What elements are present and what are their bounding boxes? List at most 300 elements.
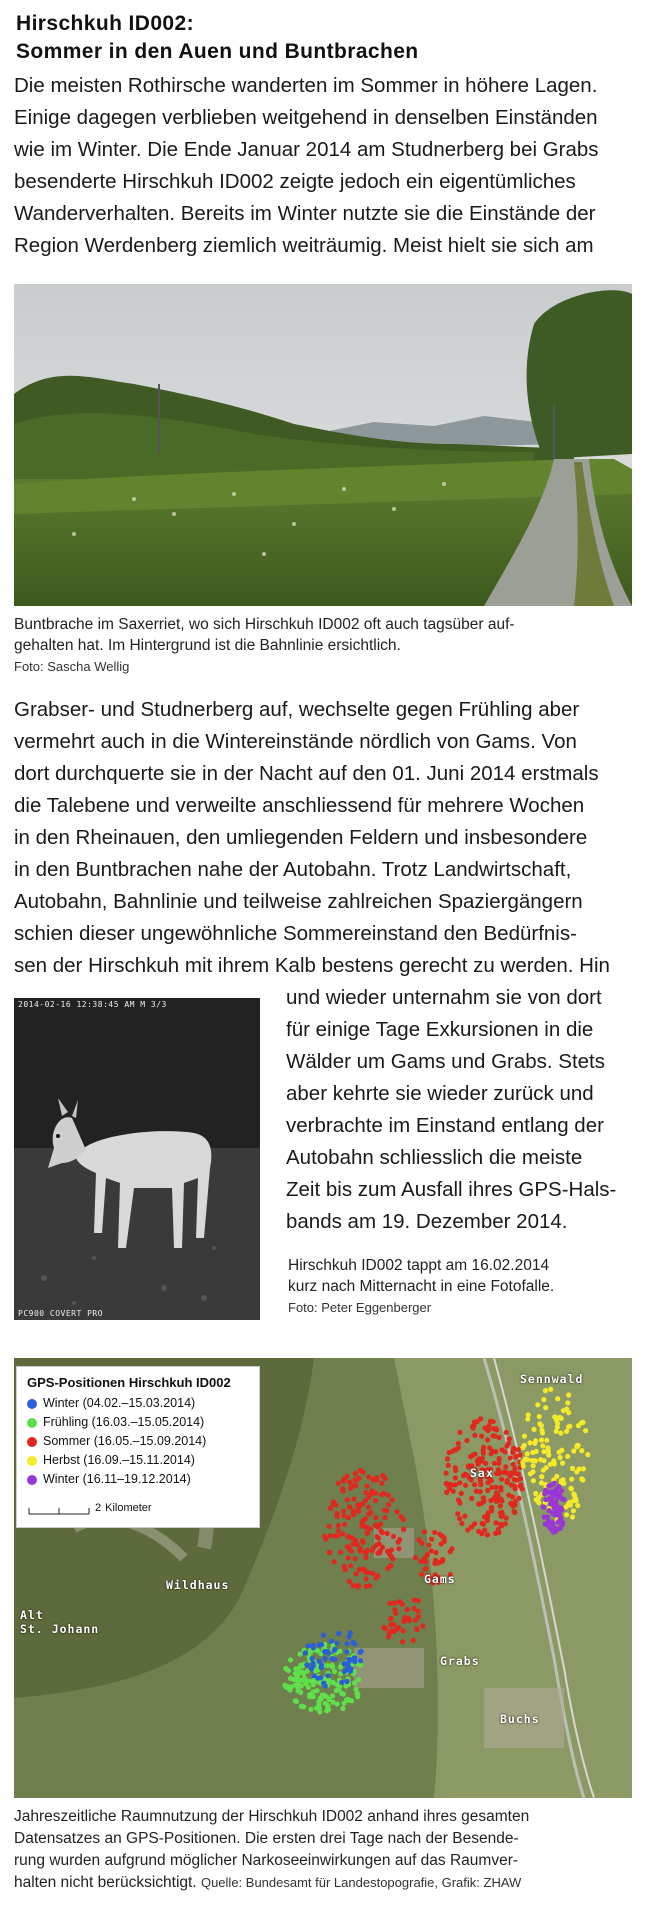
gps-point [390,1556,395,1561]
gps-point [493,1531,498,1536]
gps-point [353,1687,358,1692]
gps-point [346,1515,351,1520]
gps-point [357,1548,362,1553]
gps-point [332,1559,337,1564]
gps-point [544,1438,549,1443]
gps-point [445,1456,450,1461]
gps-point [411,1638,416,1643]
gps-point [346,1534,351,1539]
gps-point [564,1429,569,1434]
gps-point [360,1538,365,1543]
gps-point [564,1407,569,1412]
gps-point [465,1527,470,1532]
photo-buntbrache [14,284,632,606]
gps-point [347,1634,352,1639]
gps-point [378,1521,383,1526]
gps-point [510,1450,515,1455]
legend-dot-icon [27,1475,37,1485]
gps-point [566,1392,571,1397]
gps-point [475,1458,480,1463]
gps-point [304,1662,309,1667]
gps-point [341,1513,346,1518]
gps-point [379,1481,384,1486]
photo-fotofalle [14,998,260,1320]
gps-point [481,1495,486,1500]
legend-label: Winter (04.02.–15.03.2014) [43,1396,196,1410]
intro-line: Einige dagegen verblieben weitgehend in denselben Einständen [14,106,598,129]
gps-point [554,1429,559,1434]
gps-point [374,1534,379,1539]
gps-point [472,1521,477,1526]
legend-dot-icon [27,1437,37,1447]
gps-point [555,1491,560,1496]
gps-point [401,1527,406,1532]
gps-point [571,1448,576,1453]
gps-point [580,1477,585,1482]
gps-point [382,1515,387,1520]
gps-point [341,1661,346,1666]
gps-point [348,1666,353,1671]
gps-point [325,1663,330,1668]
gps-point [391,1534,396,1539]
gps-point [356,1677,361,1682]
gps-point [374,1543,379,1548]
caption-last: halten nicht berücksichtigt. [14,1874,197,1891]
side-line: verbrachte im Einstand entlang der [286,1114,604,1137]
gps-point [488,1419,493,1424]
legend-item-sommer [27,1432,249,1451]
gps-point [579,1448,584,1453]
gps-point [522,1434,527,1439]
gps-point [557,1415,562,1420]
gps-point [451,1489,456,1494]
gps-point [480,1521,485,1526]
gps-point [525,1416,530,1421]
gps-point [310,1656,315,1661]
gps-point [543,1388,548,1393]
gps-point [388,1616,393,1621]
gps-point [456,1445,461,1450]
gps-point [558,1431,563,1436]
gps-point [553,1529,558,1534]
gps-point [310,1679,315,1684]
gps-point [525,1451,530,1456]
gps-point [310,1693,315,1698]
gps-point [523,1456,528,1461]
gps-point [339,1680,344,1685]
gps-point [386,1493,391,1498]
gps-point [347,1579,352,1584]
gps-point [574,1498,579,1503]
gps-point [342,1564,347,1569]
gps-point [482,1528,487,1533]
gps-point [481,1451,486,1456]
gps-point [547,1496,552,1501]
gps-point [338,1550,343,1555]
gps-point [490,1433,495,1438]
gps-point [347,1547,352,1552]
gps-point [391,1622,396,1627]
gps-point [344,1649,349,1654]
gps-point [352,1556,357,1561]
gps-point [518,1483,523,1488]
gps-point [470,1424,475,1429]
gps-point [370,1571,375,1576]
gps-point [356,1584,361,1589]
gps-point [358,1468,363,1473]
gps-point [379,1492,384,1497]
gps-point [395,1509,400,1514]
gps-point [306,1679,311,1684]
gps-point [392,1600,397,1605]
gps-point [532,1441,537,1446]
gps-point [537,1421,542,1426]
gps-point [555,1396,560,1401]
caption-line: gehalten hat. Im Hintergrund ist die Bahnlinie ersichtlich. [14,637,401,654]
gps-point [416,1614,421,1619]
gps-point [380,1530,385,1535]
gps-point [298,1690,303,1695]
legend-item-winter-2 [27,1470,249,1489]
gps-point [556,1484,561,1489]
gps-point [363,1490,368,1495]
gps-point [350,1510,355,1515]
gps-point [344,1641,349,1646]
intro-line: Die meisten Rothirsche wanderten im Sommer in höhere Lagen. [14,74,598,97]
gps-point [560,1496,565,1501]
gps-point [566,1501,571,1506]
gps-point [463,1483,468,1488]
side-line: Wälder um Gams und Grabs. Stets [286,1050,606,1073]
caption-line: Datensatzes an GPS-Positionen. Die ersten drei Tage nach der Besende- [14,1830,519,1847]
gps-point [336,1523,341,1528]
side-line: und wieder unternahm sie von dort [286,986,602,1009]
gps-point [442,1535,447,1540]
gps-point [539,1437,544,1442]
gps-point [533,1458,538,1463]
gps-point [358,1658,363,1663]
gps-point [485,1488,490,1493]
gps-point [491,1426,496,1431]
gps-point [448,1549,453,1554]
gps-point [493,1485,498,1490]
gps-point [366,1474,371,1479]
gps-point [405,1607,410,1612]
gps-point [347,1504,352,1509]
photo-credit: Foto: Peter Eggenberger [288,1300,432,1315]
legend-dot-icon [27,1399,37,1409]
gps-point [315,1688,320,1693]
legend-label: Frühling (16.03.–15.05.2014) [43,1415,205,1429]
gps-point [356,1505,361,1510]
gps-point [517,1452,522,1457]
gps-point [504,1515,509,1520]
gps-point [347,1479,352,1484]
gps-point [407,1618,412,1623]
gps-point [366,1511,371,1516]
gps-point [335,1514,340,1519]
gps-point [332,1657,337,1662]
gps-point [499,1477,504,1482]
gps-point [373,1515,378,1520]
gps-point [389,1547,394,1552]
gps-point [542,1514,547,1519]
gps-point [382,1508,387,1513]
gps-point [365,1531,370,1536]
gps-point [564,1512,569,1517]
gps-point [513,1486,518,1491]
gps-point [316,1702,321,1707]
gps-point [570,1466,575,1471]
gps-point [485,1437,490,1442]
gps-point [531,1427,536,1432]
body-line: in den Buntbrachen nahe der Autobahn. Trotz Landwirtschaft, [14,858,572,881]
gps-point [345,1497,350,1502]
gps-point [363,1555,368,1560]
gps-point [558,1455,563,1460]
gps-point [283,1666,288,1671]
body-line: schien dieser ungewöhnliche Sommereinstand den Bedürfnis- [14,922,577,945]
gps-point [457,1500,462,1505]
gps-point [392,1629,397,1634]
gps-point [306,1643,311,1648]
map-label-wildhaus: Wildhaus [166,1578,230,1592]
photo2-caption [288,1255,632,1318]
scale-unit: Kilometer [105,1502,152,1514]
map-label-grabs: Grabs [440,1654,480,1668]
gps-point [512,1510,517,1515]
gps-point [341,1479,346,1484]
gps-point [293,1671,298,1676]
map-source: Quelle: Bundesamt für Landestopografie, Grafik: ZHAW [200,1875,522,1890]
gps-point [329,1639,334,1644]
trap-timestamp: 2014-02-16 12:38:45 AM M 3/3 [18,1000,167,1009]
gps-point [323,1701,328,1706]
gps-point [363,1516,368,1521]
body-line: sen der Hirschkuh mit ihrem Kalb bestens gerecht zu werden. Hin [14,954,610,977]
gps-point [397,1537,402,1542]
gps-point [457,1480,462,1485]
gps-point [457,1430,462,1435]
gps-point [312,1673,317,1678]
gps-point [322,1534,327,1539]
gps-point [455,1511,460,1516]
gps-point [528,1471,533,1476]
gps-point [545,1445,550,1450]
map-label-sax: Sax [470,1466,494,1480]
caption-line: kurz nach Mitternacht in eine Fotofalle. [288,1278,555,1295]
gps-point [344,1679,349,1684]
body-line: Autobahn, Bahnlinie und teilweise zahlreichen Spaziergängern [14,890,583,913]
gps-point [344,1697,349,1702]
intro-paragraph [14,70,632,262]
gps-point [536,1500,541,1505]
scale-tick: 2 [95,1502,102,1514]
gps-point [507,1436,512,1441]
gps-point [433,1550,438,1555]
gps-point [513,1499,518,1504]
gps-point [358,1650,363,1655]
gps-point [333,1503,338,1508]
gps-point [537,1414,542,1419]
gps-point [575,1503,580,1508]
gps-point [531,1463,536,1468]
gps-point [498,1485,503,1490]
gps-point [516,1447,521,1452]
gps-point [322,1656,327,1661]
gps-point [565,1400,570,1405]
intro-line: Region Werdenberg ziemlich weiträumig. Meist hielt sie sich am [14,234,594,257]
gps-point [340,1706,345,1711]
gps-point [577,1466,582,1471]
gps-point [352,1642,357,1647]
gps-point [429,1548,434,1553]
gps-point [510,1494,515,1499]
gps-point [508,1455,513,1460]
caption-line [14,1872,632,1894]
gps-point [535,1402,540,1407]
gps-point [326,1673,331,1678]
side-line: bands am 19. Dezember 2014. [286,1210,568,1233]
gps-point [294,1699,299,1704]
gps-point [348,1486,353,1491]
gps-point [555,1421,560,1426]
gps-point [432,1530,437,1535]
gps-point [478,1416,483,1421]
gps-point [539,1474,544,1479]
gps-point [551,1458,556,1463]
gps-point [306,1685,311,1690]
gps-point [554,1474,559,1479]
gps-point [509,1482,514,1487]
gps-point [367,1583,372,1588]
legend-item-herbst [27,1451,249,1470]
legend-label: Winter (16.11–19.12.2014) [43,1472,191,1486]
intro-line: wie im Winter. Die Ende Januar 2014 am Studnerberg bei Grabs [14,138,599,161]
gps-point [533,1491,538,1496]
gps-point [489,1451,494,1456]
gps-point [583,1428,588,1433]
gps-point [527,1440,532,1445]
gps-point [544,1465,549,1470]
gps-point [566,1424,571,1429]
gps-point [489,1505,494,1510]
gps-point [359,1524,364,1529]
map-label-alt-st-johann: Alt St. Johann [20,1608,100,1636]
gps-point [485,1532,490,1537]
gps-point [288,1676,293,1681]
gps-point [346,1555,351,1560]
scale-bar-icon [27,1502,91,1518]
gps-point [365,1548,370,1553]
gps-point [446,1463,451,1468]
side-line: Zeit bis zum Ausfall ihres GPS-Hals- [286,1178,617,1201]
gps-point [348,1563,353,1568]
gps-point [328,1533,333,1538]
photo-credit: Foto: Sascha Wellig [14,659,130,674]
gps-point [415,1627,420,1632]
gps-point [516,1471,521,1476]
gps-point [498,1503,503,1508]
gps-point [309,1666,314,1671]
caption-line: Buntbrache im Saxerriet, wo sich Hirschkuh ID002 oft auch tagsüber auf- [14,616,515,633]
gps-point [580,1420,585,1425]
gps-point [479,1501,484,1506]
body-line: in den Rheinauen, den umliegenden Feldern und insbesondere [14,826,588,849]
gps-point [472,1433,477,1438]
gps-point [333,1533,338,1538]
gps-point [541,1505,546,1510]
body-line: dort durchquerte sie in der Nacht auf den 01. Juni 2014 erstmals [14,762,599,785]
map-legend [16,1366,260,1528]
gps-point [334,1682,339,1687]
gps-point [457,1516,462,1521]
legend-item-fruehling [27,1413,249,1432]
gps-point [444,1471,449,1476]
gps-point [429,1537,434,1542]
gps-point [413,1555,418,1560]
gps-point [503,1464,508,1469]
gps-point [488,1498,493,1503]
gps-point [493,1449,498,1454]
gps-point [569,1477,574,1482]
gps-point [554,1503,559,1508]
gps-point [552,1414,557,1419]
gps-point [426,1543,431,1548]
gps-point [335,1701,340,1706]
gps-point [383,1626,388,1631]
gps-point [330,1693,335,1698]
gps-point [321,1633,326,1638]
gps-point [293,1666,298,1671]
gps-point [366,1495,371,1500]
gps-point [390,1497,395,1502]
gps-point [571,1508,576,1513]
gps-point [422,1529,427,1534]
gps-point [370,1548,375,1553]
gps-point [318,1696,323,1701]
gps-point [521,1464,526,1469]
gps-point [469,1496,474,1501]
gps-point [541,1458,546,1463]
gps-point [499,1510,504,1515]
gps-point [373,1522,378,1527]
gps-point [472,1482,477,1487]
gps-point [540,1430,545,1435]
gps-point [392,1607,397,1612]
gps-point [550,1519,555,1524]
gps-point [340,1486,345,1491]
gps-point [382,1476,387,1481]
gps-point [462,1514,467,1519]
gps-point [547,1508,552,1513]
gps-point [364,1484,369,1489]
gps-point [576,1443,581,1448]
gps-point [552,1481,557,1486]
gps-point [317,1709,322,1714]
gps-point [419,1541,424,1546]
gps-point [487,1445,492,1450]
gps-point [371,1478,376,1483]
gps-point [453,1475,458,1480]
gps-point [299,1704,304,1709]
gps-point [352,1659,357,1664]
gps-point [518,1476,523,1481]
gps-point [453,1468,458,1473]
gps-point [510,1470,515,1475]
gps-point [556,1519,561,1524]
gps-point [339,1691,344,1696]
